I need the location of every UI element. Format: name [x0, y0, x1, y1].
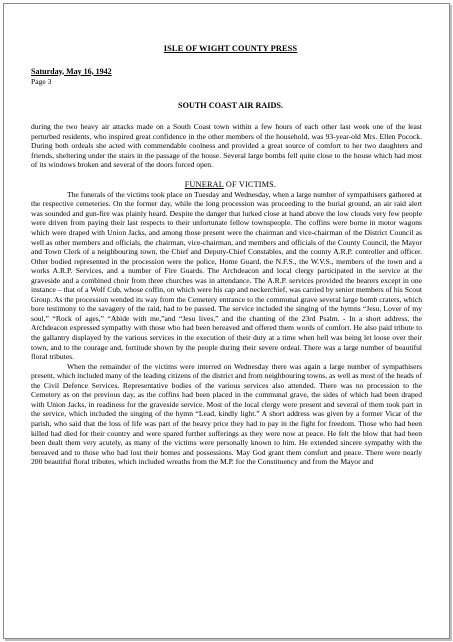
document-body — [31, 44, 422, 467]
section-subheading — [35, 180, 426, 190]
issue-date: Saturday, May 16, 1942 — [31, 66, 112, 76]
subheading-underlined-word: FUNERAL — [184, 179, 224, 189]
intro-paragraph: during the two heavy air attacks made on a South Coast town within a few hours of each other last week one of the least perturbed residents, who inspired great confidence in the other members of the household, was 93-year-old Mrs. Ellen Pocock. During both ordeals she acted with commendable coolness and provided a great source of comfort to her two daughters and friends, sheltering under the stairs in the passage of the house. Several large bombs fell quite close to the house which had most of its windows broken and several of the doors forced open. — [31, 122, 422, 170]
newspaper-masthead: ISLE OF WIGHT COUNTY PRESS — [163, 44, 298, 53]
document-page — [3, 3, 450, 639]
subheading-rest: OF VICTIMS. — [223, 179, 277, 189]
funeral-paragraph-tuesday: The funerals of the victims took place on Tuesday and Wednesday, when a large number of sympathisers gathered at the respective cemeteries. On the former day, while the long procession was proceeding to the burial ground, an air raid alert was sounded and gun-fire was plainly heard. Despite the danger that lurked close at hand above the low clouds very few people were driven from paying their last respects to their unfortunate fellow townspeople. The coffins were borne in motor wagons which were draped with Union Jacks, and among those present were the chairman and vice-chairman of the District Council as well as other members and officials, the chairman, vice-chairman, and members and officials of the County Council, the Mayor and Town Clerk of a neighbouring town, the Chief and Deputy-Chief Constables, and the county A.R.P. controller and officer. Other bodied represented in the procession were the police, Home Guard, the N.F.S., the W.V.S., members of the town and a works A.R.P. Services, and a number of Fire Guards. The Archdeacon and local clergy participated in the service at the graveside and a combined choir from three churches was in attendance. The A.R.P. services provided the bearers except in one instance – that of a Wolf Cub, whose coffin, on which were his cap and neckerchief, was carried by senior members of his Scout Group. As the procession wended its way from the Cemetery entrance to the communal grave several large bomb craters, which bore testimony to the savagery of the raid, had to be passed. The service included the singing of the hymns “Jesu, Lover of my soul,” “Rock of ages,” “Abide with me,”and “Jesu lives,” and the chanting of the 23rd Psalm. - In a short address, the Archdeacon expressed sympathy with those who had been bereaved and offered them words of comfort. He also paid tribute to the gallantry displayed by the various services in the execution of their duty at a time when hell was being let loose over their town, and to the courage and, fortitude shown by the people during their severe ordeal. There was a large number of beautiful floral tributes. — [31, 189, 422, 362]
page-number: Page 3 — [31, 76, 52, 86]
funeral-paragraph-wednesday: When the remainder of the victims were interred on Wednesday there was again a large number of sympathisers present, which included many of the leading citizens of the district and from neighbouring towns, as well as most of the heads of the Civil Defence Services. Representative bodies of the various services also attended. There was no procession to the Cemetery as on the previous day, as the coffins had been placed in the communal grave, the sides of which had been draped with Union Jacks, in readiness for the graveside service. Most of the local clergy were present and several of them took part in the service, which included the singing of the hymn “Lead, kindly light.” A short address was given by a former Vicar of the parish, who said that the loss of life was part of the heavy price they had to pay in the fight for freedom. Those who had been killed had died for their country and were spared further sufferings as they were now at peace. He felt the blow that had been been dealt them very acutely, as many of the victims were personally known to him. He extended sincere sympathy with the bereaved and to those who had lost their homes and possessions. May God grant them comfort and peace. There were nearly 200 beautiful floral tributes, which included wreaths from the M.P. for the Constituency and from the Mayor and — [31, 361, 422, 467]
article-headline: SOUTH COAST AIR RAIDS. — [178, 100, 283, 110]
